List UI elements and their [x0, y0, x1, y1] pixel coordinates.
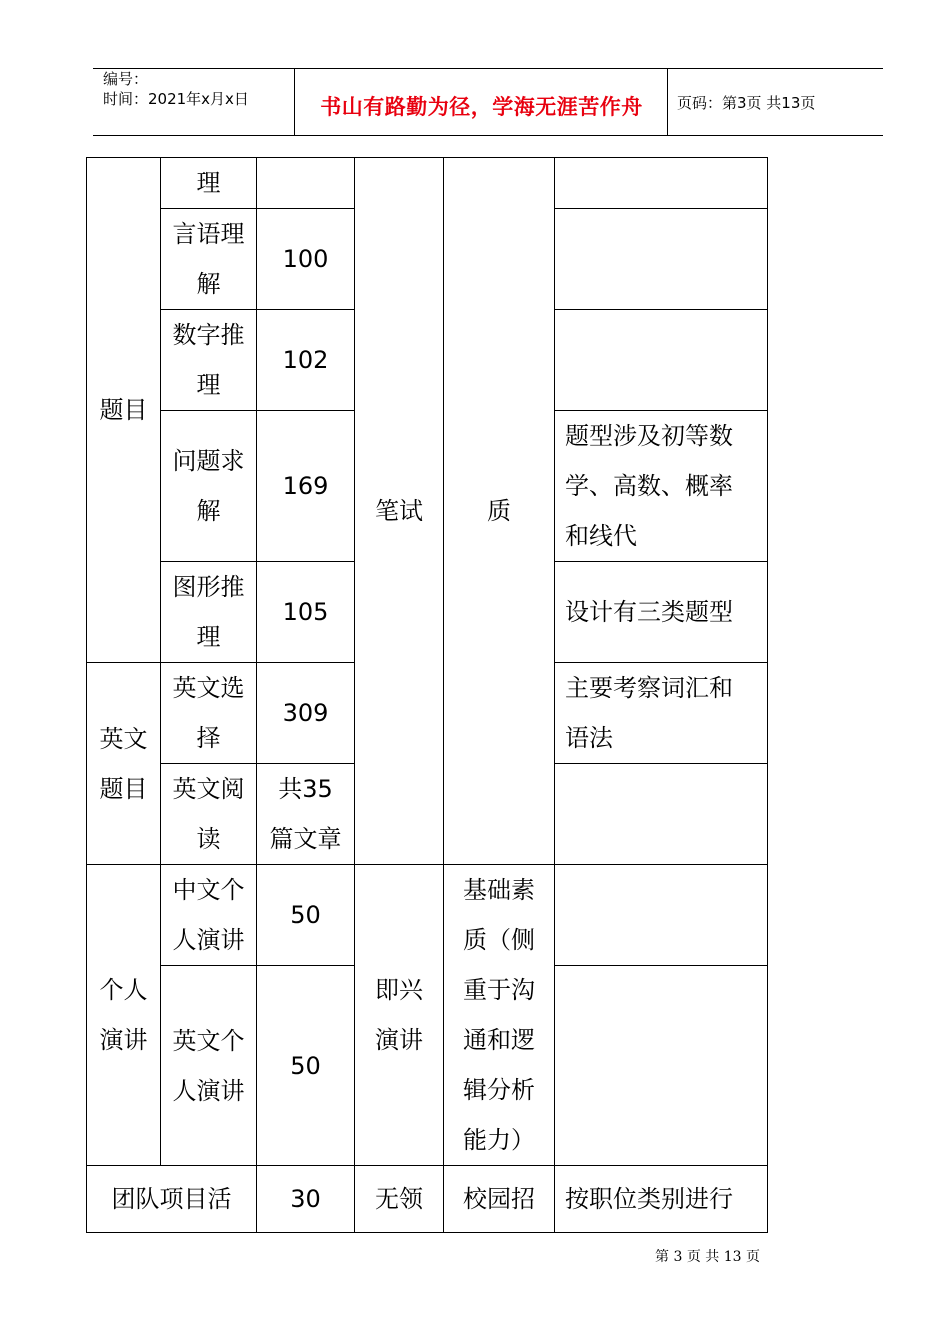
cell-text: 即兴	[375, 976, 423, 1004]
cell-text: 解	[196, 270, 221, 298]
cell-text: 语法	[565, 724, 613, 752]
cell-text: 演讲	[99, 1026, 148, 1054]
cell-text: 题型涉及初等数	[565, 422, 733, 450]
cell-text: 30	[290, 1185, 321, 1213]
cell-text: 理	[196, 623, 221, 651]
note-cell	[555, 411, 768, 562]
note-cell	[555, 310, 768, 411]
count-cell	[257, 865, 355, 966]
cell-text: 通和逻	[463, 1026, 535, 1054]
cell-text: 设计有三类题型	[565, 598, 733, 626]
subject-cell	[161, 411, 257, 562]
cell-text: 105	[282, 598, 329, 626]
cell-text: 100	[282, 245, 329, 273]
count-cell	[257, 158, 355, 209]
cell-text: 演讲	[375, 1026, 423, 1054]
note-cell	[555, 966, 768, 1166]
cell-text: 基础素	[463, 876, 535, 904]
cell-text: 篇文章	[269, 825, 342, 853]
note-cell	[555, 1166, 768, 1233]
table-row	[87, 1166, 768, 1233]
count-cell	[257, 411, 355, 562]
count-cell	[257, 1166, 355, 1233]
cell-text: 数字推	[172, 321, 245, 349]
cell-text: 重于沟	[463, 976, 535, 1004]
cell-text: 英文个	[172, 1026, 245, 1055]
cell-text: 辑分析	[463, 1076, 535, 1104]
method-cell	[355, 865, 444, 1166]
count-cell	[257, 562, 355, 663]
count-cell	[257, 209, 355, 310]
header-bottom-rule	[93, 135, 883, 136]
cell-text: 中文个	[172, 876, 245, 905]
cell-text: 解	[196, 497, 221, 525]
subject-cell	[161, 764, 257, 865]
cell-text: 英文选	[172, 674, 245, 702]
cell-text: 理	[196, 371, 221, 399]
cell-text: 102	[282, 346, 329, 374]
cell-text: 团队项目活	[111, 1185, 232, 1213]
cell-text: 169	[282, 472, 329, 500]
subject-cell	[161, 663, 257, 764]
method-cell	[355, 1166, 444, 1233]
subject-cell	[161, 209, 257, 310]
subject-cell	[161, 865, 257, 966]
document-time-label: 时间：2021年x月x日	[103, 90, 249, 108]
header-divider-left	[294, 68, 295, 136]
document-number-label: 编号：	[103, 70, 149, 88]
header-page-info: 页码：第3页 共13页	[677, 94, 816, 112]
quality-cell	[444, 1166, 555, 1233]
cell-text: 校园招	[463, 1185, 535, 1213]
count-cell	[257, 663, 355, 764]
cell-text: 按职位类别进行	[565, 1185, 733, 1213]
cell-text: 笔试	[375, 497, 423, 525]
cell-text: 英文	[99, 724, 148, 753]
exam-structure-table	[86, 157, 768, 1233]
category-cell	[87, 158, 161, 663]
method-cell	[355, 158, 444, 865]
cell-text: 个人	[99, 976, 148, 1004]
note-cell	[555, 158, 768, 209]
count-cell	[257, 764, 355, 865]
cell-text: 择	[196, 724, 221, 752]
cell-text: 质（侧	[463, 926, 535, 954]
cell-text: 309	[282, 699, 329, 727]
table-row	[87, 158, 768, 209]
cell-text: 理	[196, 169, 221, 197]
cell-text: 读	[196, 825, 221, 853]
cell-text: 图形推	[172, 573, 245, 601]
footer-page-number: 第 3 页 共 13 页	[655, 1249, 760, 1265]
cell-text: 问题求	[172, 447, 245, 475]
note-cell	[555, 209, 768, 310]
note-cell	[555, 663, 768, 764]
cell-text: 言语理	[172, 220, 245, 248]
table-row	[87, 865, 768, 966]
cell-text: 50	[290, 1051, 321, 1080]
count-cell	[257, 310, 355, 411]
cell-text: 题目	[99, 396, 148, 424]
quality-cell	[444, 158, 555, 865]
category-cell	[87, 1166, 257, 1233]
cell-text: 无领	[375, 1185, 423, 1213]
cell-text: 人演讲	[172, 926, 245, 955]
cell-text: 质	[487, 497, 511, 525]
count-cell	[257, 966, 355, 1166]
note-cell	[555, 562, 768, 663]
category-cell	[87, 663, 161, 865]
header-top-rule	[93, 68, 883, 69]
note-cell	[555, 764, 768, 865]
subject-cell	[161, 562, 257, 663]
note-cell	[555, 865, 768, 966]
quality-cell	[444, 865, 555, 1166]
cell-text: 和线代	[565, 522, 637, 550]
cell-text: 能力）	[463, 1126, 535, 1154]
cell-text: 共35	[278, 775, 333, 803]
subject-cell	[161, 966, 257, 1166]
cell-text: 英文阅	[172, 775, 245, 803]
cell-text: 主要考察词汇和	[565, 674, 733, 702]
subject-cell	[161, 310, 257, 411]
header-divider-right	[667, 68, 668, 136]
cell-text: 50	[290, 901, 321, 930]
header-motto: 书山有路勤为径，学海无涯苦作舟	[320, 95, 643, 119]
cell-text: 学、高数、概率	[565, 472, 733, 500]
category-cell	[87, 865, 161, 1166]
subject-cell	[161, 158, 257, 209]
page-footer	[0, 1246, 950, 1266]
cell-text: 人演讲	[172, 1076, 245, 1105]
cell-text: 题目	[99, 774, 148, 803]
